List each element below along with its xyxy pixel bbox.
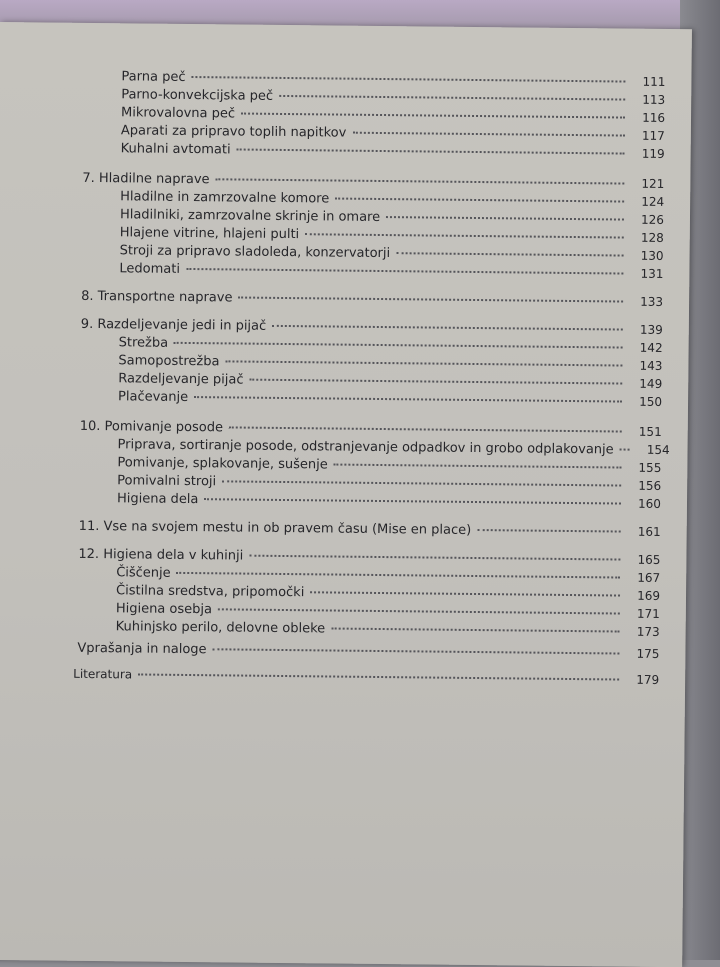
toc-page-number: 139 (639, 322, 663, 337)
toc-page-number: 161 (637, 524, 661, 539)
dot-leader (213, 648, 620, 654)
toc-entry-title: Parna peč (121, 69, 186, 85)
toc-entry-title: 7. Hladilne naprave (82, 170, 210, 188)
toc-page-number: 128 (640, 230, 664, 245)
toc-entry (81, 287, 663, 311)
toc-page-number: 133 (640, 294, 664, 309)
toc-page-number: 119 (641, 146, 665, 161)
toc-page-number: 142 (639, 340, 663, 355)
dot-leader (225, 360, 622, 366)
toc-page-number: 167 (637, 570, 661, 585)
dot-leader (238, 297, 623, 303)
toc-entry-title: Kuhinjsko perilo, delovne obleke (115, 619, 326, 637)
dot-leader (186, 268, 623, 275)
toc-entry (79, 517, 661, 541)
dot-leader (386, 216, 624, 220)
toc-entry-title: Literatura (73, 666, 133, 682)
toc-page-number: 160 (638, 496, 662, 511)
toc-entry-title: 10. Pomivanje posode (79, 418, 224, 436)
dot-leader (216, 178, 625, 184)
toc-entry-title: Razdeljevanje pijač (118, 371, 244, 388)
toc-entry-title: Plačevanje (118, 389, 189, 405)
dot-leader (222, 480, 621, 486)
dot-leader (138, 673, 619, 680)
dot-leader (477, 529, 620, 533)
toc-page-number: 121 (641, 176, 665, 191)
dot-leader (229, 426, 622, 432)
toc-page-number: 175 (636, 646, 660, 661)
toc-entry-title: 11. Vse na svojem mestu in ob pravem času (Mise en place) (78, 518, 472, 538)
toc-entry-title: Hladilniki, zamrzovalne skrinje in omare (119, 207, 381, 225)
dot-leader (620, 449, 630, 451)
dot-leader (305, 233, 624, 238)
toc-page-number: 151 (638, 424, 662, 439)
dot-leader (237, 148, 625, 154)
dot-leader (204, 498, 621, 504)
toc-page-number: 117 (641, 128, 665, 143)
dot-leader (352, 132, 624, 137)
toc-entry-title: Ledomati (119, 261, 181, 277)
dot-leader (250, 379, 623, 385)
toc-page-number: 150 (639, 394, 663, 409)
toc-page-number: 143 (639, 358, 663, 373)
toc-entry-title: Čistilna sredstva, pripomočki (115, 583, 305, 601)
dot-leader (331, 628, 619, 633)
toc-entry (77, 639, 659, 663)
dot-leader (335, 198, 624, 203)
toc-page-number: 154 (646, 442, 670, 458)
toc-entry-title: Pomivalni stroji (117, 473, 217, 490)
toc-page-number: 173 (636, 624, 660, 639)
toc-page-number: 179 (636, 672, 660, 687)
dot-leader (334, 464, 622, 469)
toc-page-number: 113 (642, 92, 666, 107)
toc-entry-title: Hlajene vitrine, hlajeni pulti (119, 225, 300, 243)
toc-page-number: 149 (639, 376, 663, 391)
toc-entry-title: Stroji za pripravo sladoleda, konzervatorji (119, 243, 391, 262)
dot-leader (249, 555, 620, 561)
table-of-contents (0, 22, 692, 967)
toc-entry-title: 9. Razdeljevanje jedi in pijač (80, 316, 267, 334)
dot-leader (174, 342, 623, 349)
toc-page-number: 126 (640, 212, 665, 227)
toc-entry-title: Kuhalni avtomati (120, 141, 231, 158)
toc-page-number: 156 (638, 478, 662, 493)
dot-leader (310, 591, 620, 596)
toc-page-number: 111 (642, 74, 666, 89)
toc-page-number: 171 (636, 606, 660, 621)
toc-entry (73, 665, 659, 689)
book-page (0, 22, 692, 967)
dot-leader (241, 113, 625, 119)
toc-page-number: 130 (640, 248, 664, 263)
toc-entry-title: Higiena osebja (115, 601, 213, 618)
toc-entry-title: Pomivanje, splakovanje, sušenje (117, 455, 328, 473)
toc-entry-title: Aparati za pripravo toplih napitkov (120, 123, 347, 141)
toc-entry-title: Hladilne in zamrzovalne komore (120, 189, 330, 207)
toc-entry-title: Higiena dela (116, 491, 199, 508)
dot-leader (279, 95, 625, 101)
dot-leader (192, 76, 626, 83)
toc-page-number: 155 (638, 460, 662, 475)
toc-entry-title: Čiščenje (116, 565, 171, 581)
toc-entry-title: 12. Higiena dela v kuhinji (78, 546, 244, 564)
toc-page-number: 124 (641, 194, 665, 209)
dot-leader (218, 608, 620, 614)
dot-leader (272, 325, 623, 331)
toc-page-number: 116 (642, 110, 666, 125)
dot-leader (194, 396, 622, 402)
toc-entry-title: Vprašanja in naloge (77, 640, 207, 658)
toc-entry-title: Priprava, sortiranje posode, odstranjevanje odpadkov in grobo odplakovanje (117, 437, 614, 458)
toc-entry-title: Samopostrežba (118, 353, 220, 370)
toc-page-number: 165 (637, 552, 661, 567)
toc-entry-title: Mikrovalovna peč (120, 105, 236, 122)
toc-entry-title: Parno-konvekcijska peč (121, 87, 274, 104)
dot-leader (177, 572, 621, 579)
toc-entry-title: Strežba (118, 335, 169, 351)
dot-leader (396, 252, 623, 256)
toc-page-number: 131 (640, 266, 664, 281)
toc-entry-title: 8. Transportne naprave (81, 288, 233, 306)
toc-page-number: 169 (637, 588, 661, 603)
